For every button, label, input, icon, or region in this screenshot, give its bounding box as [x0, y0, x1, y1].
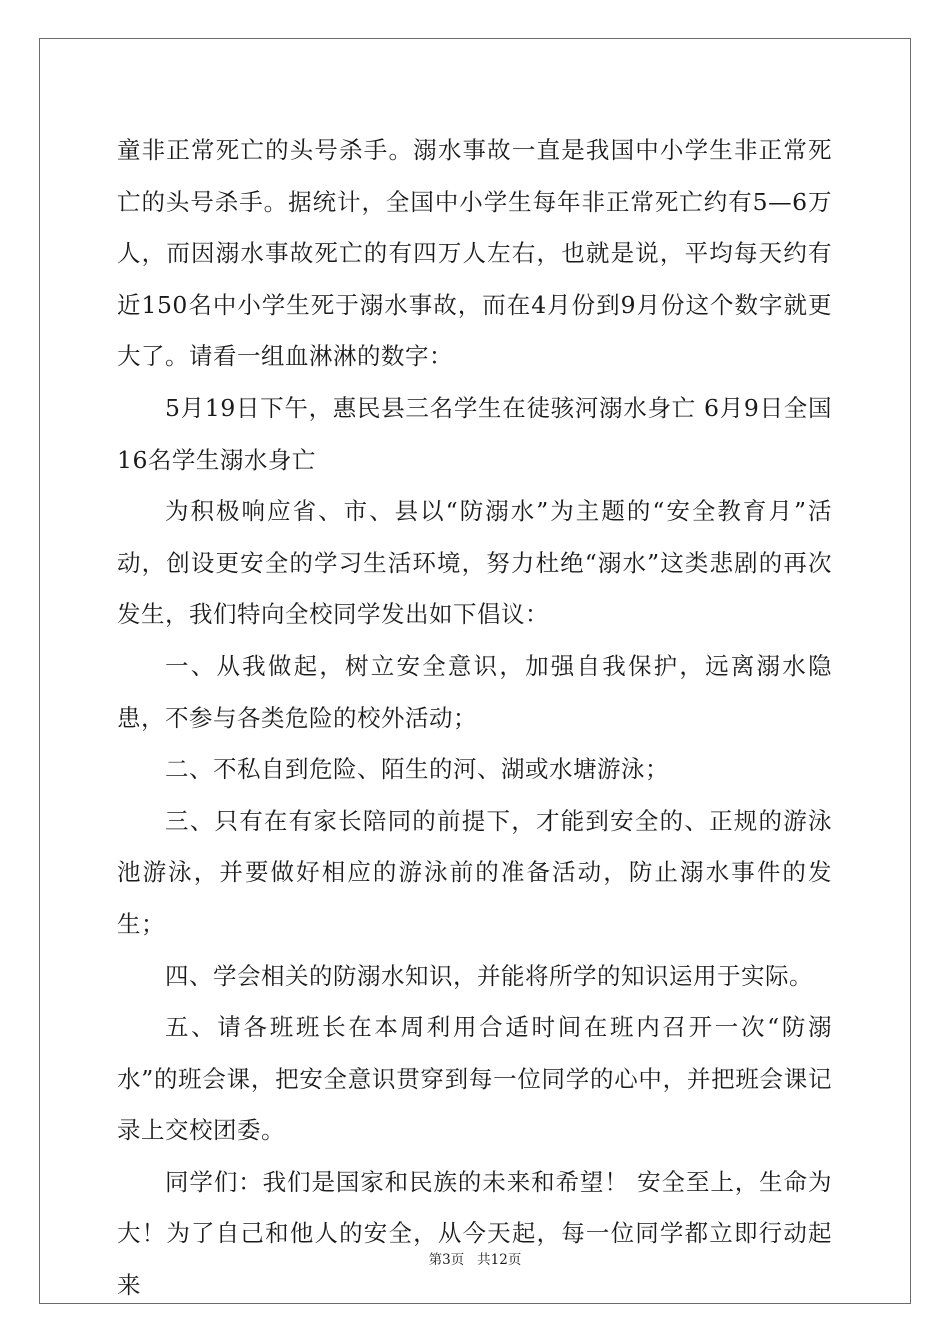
paragraph-4: 一、从我做起，树立安全意识，加强自我保护，远离溺水隐患，不参与各类危险的校外活动；	[117, 651, 832, 732]
paragraph-5: 二、不私自到危险、陌生的河、湖或水塘游泳；	[165, 755, 669, 784]
paragraph-8: 五、请各班班长在本周利用合适时间在班内召开一次“防溺水”的班会课，把安全意识贯穿到每一位同学的心中，并把班会课记录上交校团委。	[117, 1013, 832, 1145]
document-body	[117, 125, 832, 1312]
paragraph-2: 5月19日下午，惠民县三名学生在徒骇河溺水身亡 6月9日全国16名学生溺水身亡	[117, 393, 832, 474]
page-footer	[0, 1248, 950, 1268]
paragraph-7: 四、学会相关的防溺水知识，并能将所学的知识运用于实际。	[165, 961, 813, 990]
paragraph-3: 为积极响应省、市、县以“防溺水”为主题的“安全教育月”活动，创设更安全的学习生活环境，努力杜绝“溺水”这类悲剧的再次发生，我们特向全校同学发出如下倡议：	[117, 497, 832, 629]
paragraph-6: 三、只有在有家长陪同的前提下，才能到安全的、正规的游泳池游泳，并要做好相应的游泳前的准备活动，防止溺水事件的发生；	[117, 806, 832, 938]
page-number: 第3页	[428, 1252, 465, 1268]
paragraph-1: 童非正常死亡的头号杀手。溺水事故一直是我国中小学生非正常死亡的头号杀手。据统计，全国中小学生每年非正常死亡约有5—6万人，而因溺水事故死亡的有四万人左右，也就是说，平均每天约有近150名中小学生死于溺水事故，而在4月份到9月份这个数字就更大了。请看一组血淋淋的数字：	[117, 136, 832, 371]
paragraph-9: 同学们：我们是国家和民族的未来和希望！ 安全至上，生命为大！为了自己和他人的安全，从今天起，每一位同学都立即行动起来	[117, 1167, 832, 1300]
page-total: 共12页	[477, 1252, 522, 1268]
